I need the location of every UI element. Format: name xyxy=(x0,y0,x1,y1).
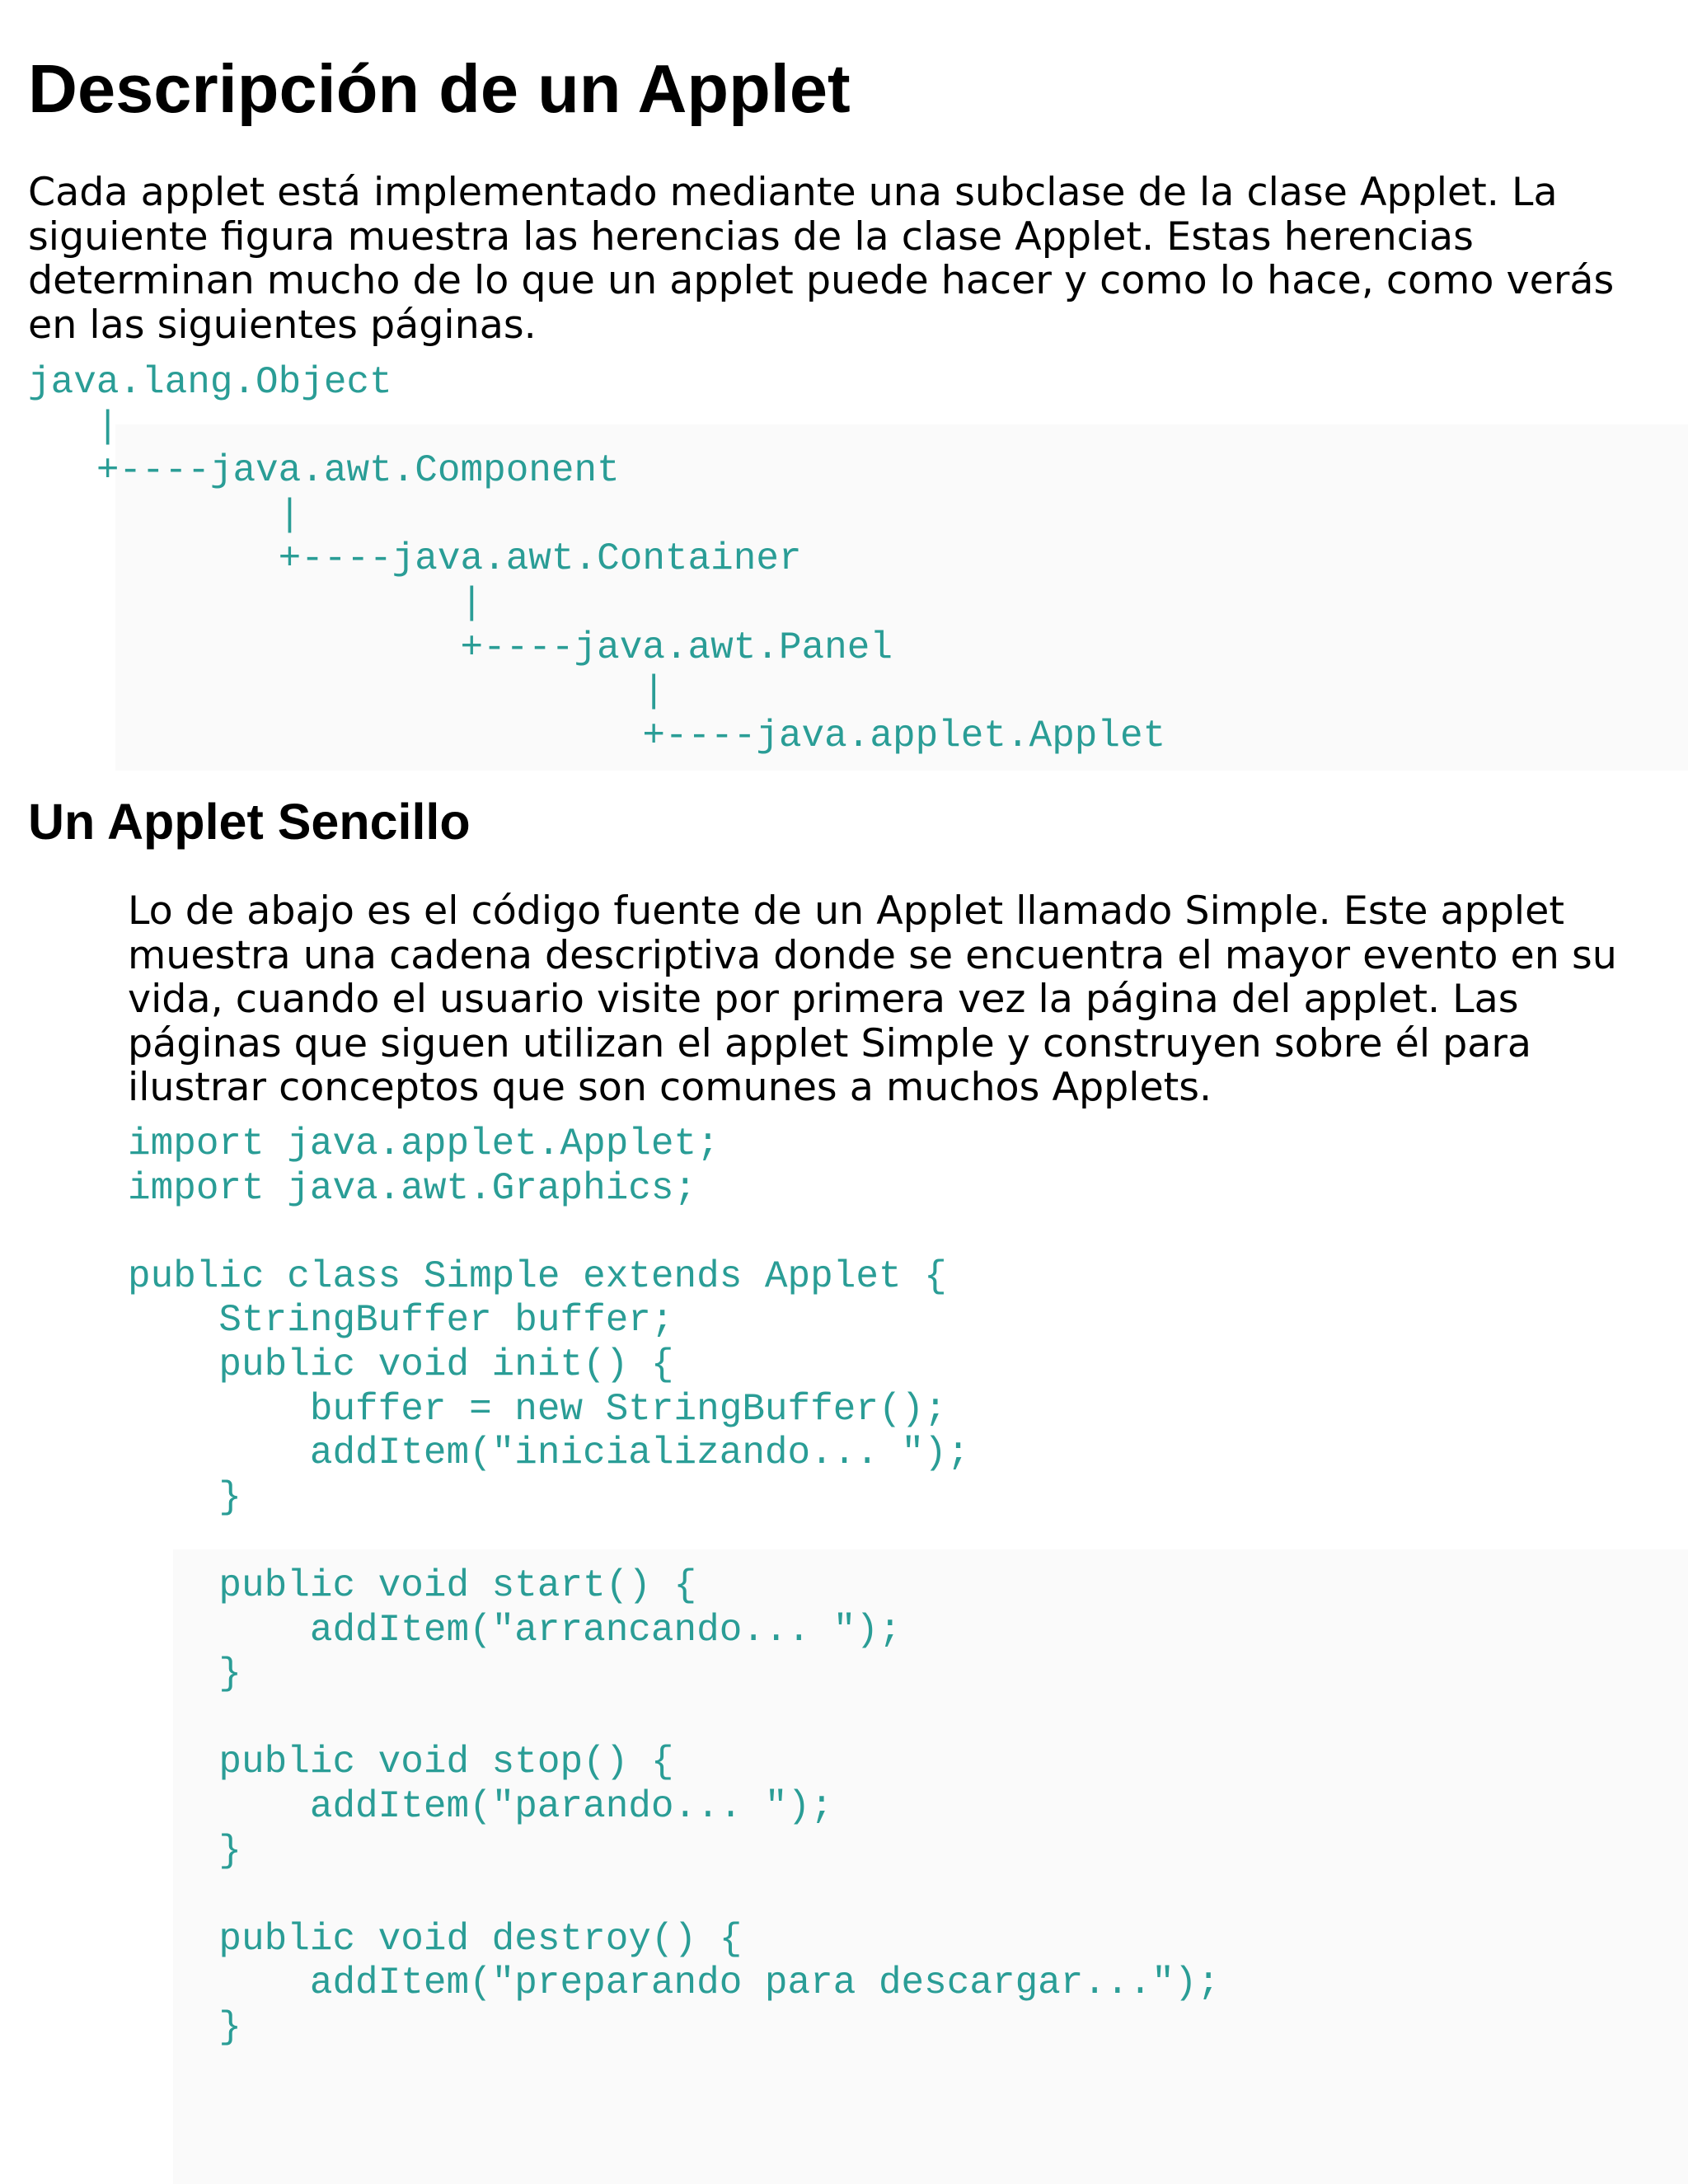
class-hierarchy-code: java.lang.Object | +----java.awt.Component | +----java.awt.Container | +----java.awt.Panel | +----java.applet.Applet xyxy=(28,361,1166,757)
intro-paragraph: Cada applet está implementado mediante una subclase de la clase Applet. La siguiente figura muestra las herencias de la clase Applet. Estas herencias determinan mucho de lo que un applet puede hacer y como lo hace, como verás en las siguientes páginas. xyxy=(28,170,1615,348)
simple-applet-paragraph: Lo de abajo es el código fuente de un Applet llamado Simple. Este applet muestra una cadena descriptiva donde se encuentra el mayor evento en su vida, cuando el usuario visite por primera vez la página del applet. Las páginas que siguen utilizan el applet Simple y construyen sobre él para ilustrar conceptos que son comunes a muchos Applets. xyxy=(128,888,1617,1111)
page-title: Descripción de un Applet xyxy=(28,50,851,127)
applet-source-code: import java.applet.Applet; import java.awt.Graphics; public class Simple extends Applet { StringBuffer buffer; public void init() { buffer = new StringBuffer(); addItem("inicializando... "); } public void start() { addItem("arrancando... "); } public void stop() { addItem("parando... "); } public void destroy() { addItem("preparando para descargar..."); } xyxy=(128,1122,1221,2049)
section-heading: Un Applet Sencillo xyxy=(28,794,471,850)
